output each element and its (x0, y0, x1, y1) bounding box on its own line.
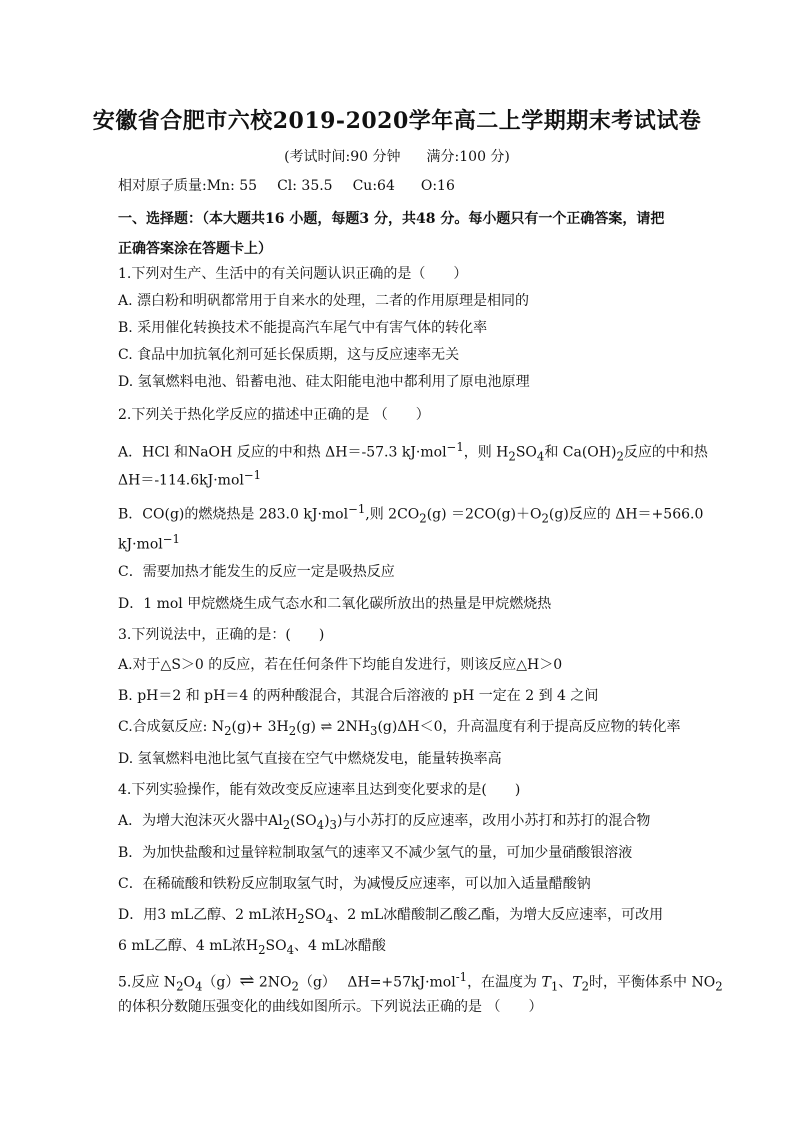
q2-option-b: B．CO(g)的燃烧热是 283.0 kJ·mol$^{-1}$,则 $2CO_2(g) =2CO(g)+O_2(g)$反应的 ΔH＝+566.0 (118, 502, 704, 526)
page-title: 安徽省合肥市六校2019-2020学年高二上学期期末考试试卷 (92, 108, 702, 134)
section-heading-cont: 正确答案涂在答题卡上） (118, 241, 272, 257)
q2-option-a: A．HCl 和NaOH 反应的中和热 ΔH＝-57.3 kJ·mol$^{-1}$，则 $H_2SO_4$和 $Ca(OH)_2$反应的中和热 (118, 440, 708, 464)
q1-option-b: B. 采用催化转换技术不能提高汽车尾气中有害气体的转化率 (118, 320, 488, 336)
q1-option-a: A. 漂白粉和明矾都常用于自来水的处理，二者的作用原理是相同的 (118, 293, 530, 309)
full-score: 满分:100 分) (426, 149, 510, 165)
atomic-mass-line: 相对原子质量:Mn: 55 Cl: 35.5 Cu:64 O:16 (118, 178, 455, 194)
q2-option-c: C．需要加热才能发生的反应一定是吸热反应 (118, 564, 395, 580)
q4-option-b: B．为加快盐酸和过量锌粒制取氢气的速率又不减少氢气的量，可加少量硝酸银溶液 (118, 845, 633, 861)
exam-info (0, 146, 794, 166)
q3-stem: 3.下列说法中，正确的是：( ) (118, 627, 325, 643)
exam-time: (考试时间:90 分钟 (284, 149, 401, 165)
q2-stem: 2.下列关于热化学反应的描述中正确的是 （ ） (118, 407, 430, 423)
section-heading: 一、选择题：（本大题共16 小题，每题3 分，共48 分。每小题只有一个正确答案，请把 (118, 211, 665, 227)
q4-stem: 4.下列实验操作，能有效改变反应速率且达到变化要求的是( ) (118, 782, 521, 798)
equilibrium-arrow: ⇌ (239, 970, 255, 992)
q2-option-a-cont: ΔH＝-114.6kJ·mol$^{-1}$ (118, 468, 262, 489)
q4-option-d-cont: 6 mL乙醇、4 mL浓$H_2SO_4$、4 mL冰醋酸 (118, 938, 386, 957)
q2-option-d: D．1 mol 甲烷燃烧生成气态水和二氧化碳所放出的热量是甲烷燃烧热 (118, 596, 552, 612)
q4-option-a: A．为增大泡沫灭火器中$Al_2(SO_4)_3$)与小苏打的反应速率，改用小苏打和苏打的混合物 (118, 813, 651, 832)
q3-option-d: D. 氢氧燃料电池比氢气直接在空气中燃烧发电，能量转换率高 (118, 751, 502, 767)
q4-option-c: C．在稀硫酸和铁粉反应制取氢气时，为减慢反应速率，可以加入适量醋酸钠 (118, 876, 591, 892)
q1-option-c: C. 食品中加抗氧化剂可延长保质期，这与反应速率无关 (118, 347, 460, 363)
q1-option-d: D. 氢氧燃料电池、铅蓄电池、硅太阳能电池中都利用了原电池原理 (118, 374, 530, 390)
q2-option-b-cont: kJ·mol$^{-1}$ (118, 532, 180, 553)
q4-option-d: D．用3 mL乙醇、2 mL浓$H_2SO_4$、2 mL冰醋酸制乙酸乙酯，为增大反应速率，可改用 (118, 907, 664, 926)
q1-stem: 1.下列对生产、生活中的有关问题认识正确的是（ ） (118, 266, 468, 282)
q5-stem-cont: 的体积分数随压强变化的曲线如图所示。下列说法正确的是 （ ） (118, 999, 543, 1015)
q5-stem: 5.反应 $N_2O_4(g)\rightleftharpoons$ $2NO_2(g)$ ΔH=+57kJ·mol$^{-1}$，在温度为 $T_1$、$T_2$时，平衡体系中 $NO_2$ (118, 970, 723, 994)
q3-option-a: A.对于△S＞0 的反应，若在任何条件下均能自发进行，则该反应△H＞0 (118, 657, 563, 673)
q3-option-b: B. pH＝2 和 pH＝4 的两种酸混合，其混合后溶液的 pH 一定在 2 到 4 之间 (118, 688, 599, 704)
q3-option-c: C.合成氨反应: $N_2(g)+ 3H_2(g)$ ⇌ $2NH_3(g)\Delta H<0$，升高温度有利于提高反应物的转化率 (118, 719, 681, 738)
